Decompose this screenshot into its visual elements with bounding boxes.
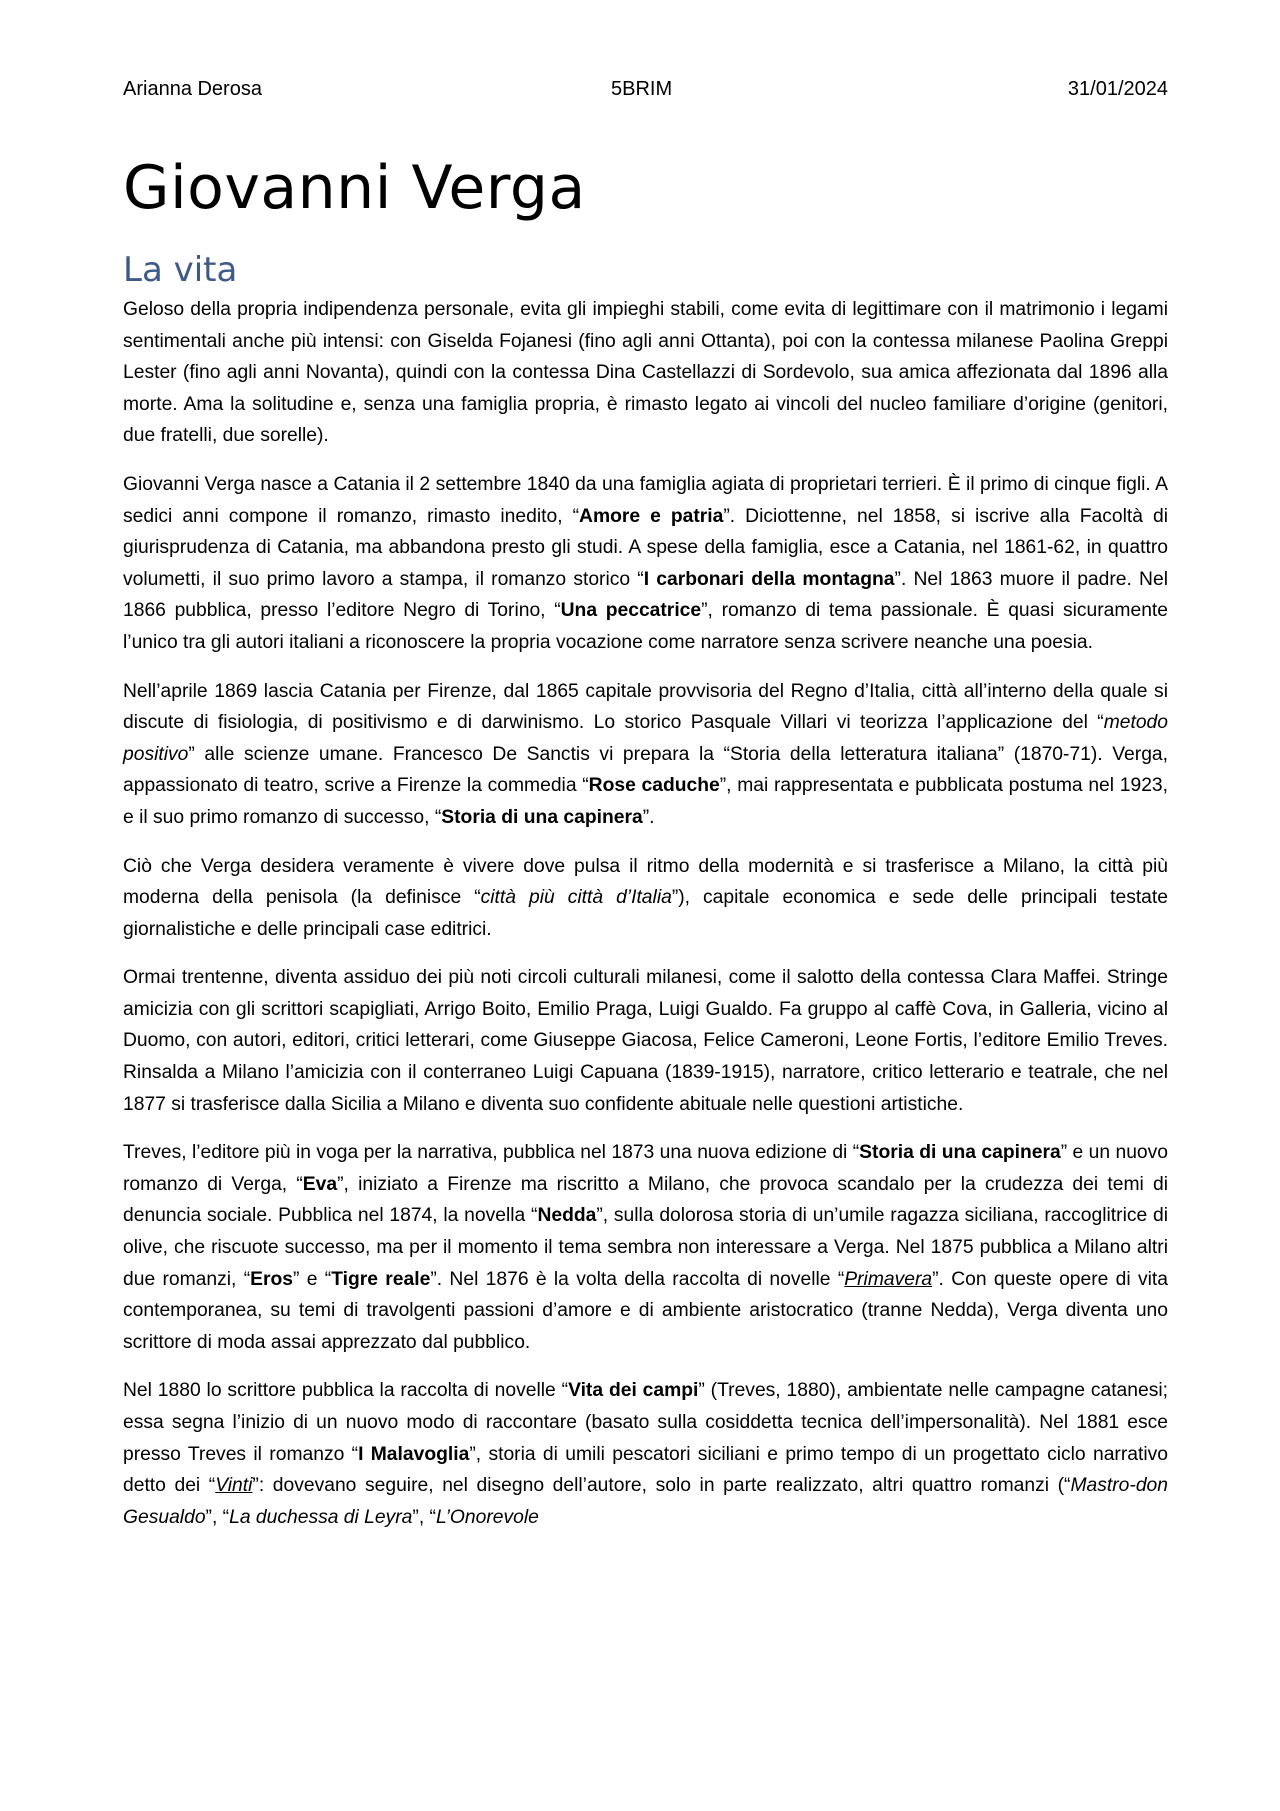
text-run: ”. Diciottenne, nel 1858, si iscrive alla Facoltà di giurisprudenza di Catania, ma abbandona presto gli studi. A spese della famiglia, esce a Catania, nel 1861-62, in quattro volumetti, il suo primo lavoro a stampa, il romanzo storico “ bbox=[123, 505, 1168, 590]
header-class: 5BRIM bbox=[611, 78, 673, 100]
body-paragraph bbox=[123, 1375, 1168, 1533]
bold-text: Storia di una capinera bbox=[859, 1142, 1061, 1164]
header-date: 31/01/2024 bbox=[1067, 78, 1168, 100]
italic-text: metodo positivo bbox=[123, 712, 1168, 765]
body-paragraph bbox=[123, 294, 1168, 452]
text-run: ” alle scienze umane. Francesco De Sanctis vi prepara la “Storia della letteratura italiana” (1870-71). Verga, appassionato di teatro, scrive a Firenze la commedia “ bbox=[123, 743, 1168, 797]
bold-text: I Malavoglia bbox=[358, 1443, 470, 1465]
bold-text: Vita dei campi bbox=[568, 1380, 699, 1402]
body-paragraph bbox=[123, 962, 1168, 1120]
body-paragraph bbox=[123, 1137, 1168, 1358]
text-run: ”. Con queste opere di vita contemporanea, su temi di travolgenti passioni d’amore e di ambiente aristocratico (tranne Nedda), Verga diventa uno scrittore di moda assai apprezzato dal pubblico. bbox=[123, 1268, 1169, 1353]
text-run: ”, iniziato a Firenze ma riscritto a Milano, che provoca scandalo per la crudezza dei temi di denuncia sociale. Pubblica nel 1874, la novella “ bbox=[123, 1173, 1168, 1227]
bold-text: Storia di una capinera bbox=[441, 806, 643, 828]
text-run: Ormai trentenne, diventa assiduo dei più noti circoli culturali milanesi, come il salotto della contessa Clara Maffei. Stringe amicizia con gli scrittori scapigliati, Arrigo Boito, Emilio Praga, Luigi Gualdo. Fa gruppo al caffè Cova, in Galleria, vicino al Duomo, con autori, editori, critici letterari, come Giuseppe Giacosa, Felice Cameroni, Leone Fortis, l’editore Emilio Treves. Rinsalda a Milano l’amicizia con il conterraneo Luigi Capuana (1839-1915), narratore, critico letterario e teatrale, che nel 1877 si trasferisce dalla Sicilia a Milano e diventa suo confidente abituale nelle questioni artistiche. bbox=[123, 967, 1168, 1115]
body-paragraph bbox=[123, 676, 1168, 834]
text-run: Treves, l’editore più in voga per la narrativa, pubblica nel 1873 una nuova edizione di “ bbox=[123, 1142, 860, 1164]
text-run: Giovanni Verga nasce a Catania il 2 settembre 1840 da una famiglia agiata di proprietari terrieri. È il primo di cinque figli. A sedici anni compone il romanzo, rimasto inedito, “ bbox=[123, 473, 1168, 527]
text-run: ”), capitale economica e sede delle principali testate giornalistiche e delle principali case editrici. bbox=[123, 887, 1168, 940]
bold-text: Rose caduche bbox=[588, 775, 720, 797]
bold-text: Una peccatrice bbox=[560, 600, 702, 622]
italic-text: Mastro-don Gesualdo bbox=[123, 1475, 1168, 1528]
text-run: ” e “ bbox=[293, 1268, 332, 1290]
text-run: ” e un nuovo romanzo di Verga, “ bbox=[123, 1142, 1168, 1195]
text-run: ”, sulla dolorosa storia di un’umile ragazza siciliana, raccoglitrice di olive, che riscuote successo, ma per il momento il tema sembra non interessare a Verga. Nel 1875 pubblica a Milano altri due romanzi, “ bbox=[123, 1205, 1168, 1290]
italic-text: Primavera bbox=[844, 1268, 933, 1290]
bold-text: Eva bbox=[302, 1173, 338, 1195]
text-run: ”, “ bbox=[412, 1506, 436, 1528]
text-run: ”, “ bbox=[205, 1506, 230, 1528]
section-heading: La vita bbox=[123, 250, 238, 290]
header-author: Arianna Derosa bbox=[123, 78, 262, 100]
text-run: Nell’aprile 1869 lascia Catania per Firenze, dal 1865 capitale provvisoria del Regno d’Italia, città all’interno della quale si discute di fisiologia, di positivismo e di darwinismo. Lo storico Pasquale Villari vi teorizza l’applicazione del “ bbox=[123, 680, 1168, 734]
italic-text: La duchessa di Leyra bbox=[229, 1506, 413, 1528]
text-run: ”: dovevano seguire, nel disegno dell’autore, solo in parte realizzato, altri quattro romanzi (“ bbox=[252, 1475, 1071, 1497]
text-run: ”, romanzo di tema passionale. È quasi sicuramente l’unico tra gli autori italiani a riconoscere la propria vocazione come narratore senza scrivere neanche una poesia. bbox=[123, 600, 1168, 653]
page-header bbox=[123, 78, 1168, 108]
body-paragraph bbox=[123, 469, 1168, 659]
document-title: Giovanni Verga bbox=[123, 153, 586, 223]
text-run: ”. Nel 1863 muore il padre. Nel 1866 pubblica, presso l’editore Negro di Torino, “ bbox=[123, 568, 1168, 622]
text-run: ”, mai rappresentata e pubblicata postuma nel 1923, e il suo primo romanzo di successo, “ bbox=[123, 775, 1169, 828]
text-run: ” (Treves, 1880), ambientate nelle campagne catanesi; essa segna l’inizio di un nuovo modo di raccontare (basato sulla cosiddetta tecnica dell’impersonalità). Nel 1881 esce presso Treves il romanzo “ bbox=[123, 1380, 1169, 1465]
bold-text: I carbonari della montagna bbox=[643, 568, 895, 590]
bold-text: Tigre reale bbox=[331, 1268, 431, 1290]
italic-text: città più città d’Italia bbox=[480, 887, 672, 909]
text-run: ”. Nel 1876 è la volta della raccolta di novelle “ bbox=[430, 1268, 845, 1290]
bold-text: Amore e patria bbox=[579, 505, 724, 527]
text-run: Geloso della propria indipendenza personale, evita gli impieghi stabili, come evita di legittimare con il matrimonio i legami sentimentali anche più intensi: con Giselda Fojanesi (fino agli anni Ottanta), poi con la contessa milanese Paolina Greppi Lester (fino agli anni Novanta), quindi con la contessa Dina Castellazzi di Sordevolo, sua amica affezionata dal 1896 alla morte. Ama la solitudine e, senza una famiglia propria, è rimasto legato ai vincoli del nucleo familiare d’origine (genitori, due fratelli, due sorelle). bbox=[123, 299, 1168, 447]
text-run: Nel 1880 lo scrittore pubblica la raccolta di novelle “ bbox=[123, 1380, 569, 1402]
text-run: ”. bbox=[642, 806, 655, 828]
bold-text: Nedda bbox=[537, 1205, 597, 1227]
text-run: ”, storia di umili pescatori siciliani e primo tempo di un progettato ciclo narrativo detto dei “ bbox=[123, 1443, 1168, 1497]
italic-text: Vinti bbox=[215, 1475, 253, 1497]
body-paragraph bbox=[123, 851, 1168, 946]
bold-text: Eros bbox=[250, 1268, 294, 1290]
text-run: Ciò che Verga desidera veramente è vivere dove pulsa il ritmo della modernità e si trasferisce a Milano, la città più moderna della penisola (la definisce “ bbox=[123, 855, 1168, 909]
document-body bbox=[123, 294, 1168, 1550]
italic-text: L’Onorevole bbox=[435, 1506, 539, 1528]
